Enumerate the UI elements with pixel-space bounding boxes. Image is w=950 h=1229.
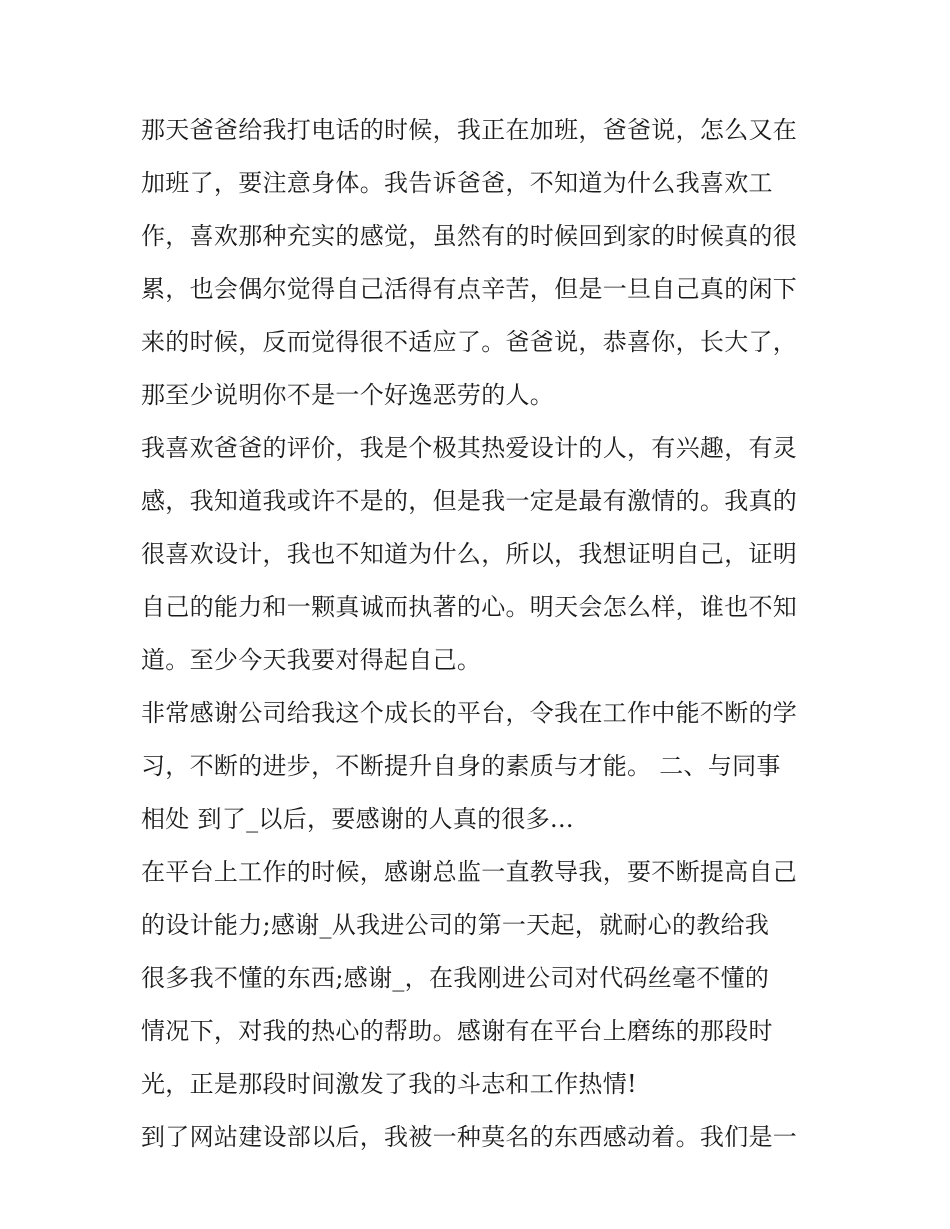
- text-line: 在平台上工作的时候，感谢总监一直教导我，要不断提高自己: [141, 858, 798, 886]
- text-line: 加班了，要注意身体。我告诉爸爸，不知道为什么我喜欢工: [141, 169, 773, 197]
- text-line: 累，也会偶尔觉得自己活得有点辛苦，但是一旦自己真的闲下: [141, 275, 798, 303]
- text-line: 光，正是那段时间激发了我的斗志和工作热情!: [141, 1070, 637, 1098]
- text-line: 到了网站建设部以后，我被一种莫名的东西感动着。我们是一: [141, 1123, 798, 1151]
- text-line: 很喜欢设计，我也不知道为什么，所以，我想证明自己，证明: [141, 540, 798, 568]
- text-line: 那至少说明你不是一个好逸恶劳的人。: [141, 381, 555, 409]
- text-line: 很多我不懂的东西;感谢_，在我刚进公司对代码丝毫不懂的: [141, 964, 770, 992]
- text-line: 那天爸爸给我打电话的时候，我正在加班，爸爸说，怎么又在: [141, 116, 798, 144]
- text-line: 我喜欢爸爸的评价，我是个极其热爱设计的人，有兴趣，有灵: [141, 434, 798, 462]
- text-line: 道。至少今天我要对得起自己。: [141, 646, 482, 674]
- text-line: 作，喜欢那种充实的感觉，虽然有的时候回到家的时候真的很: [141, 222, 798, 250]
- text-line: 情况下，对我的热心的帮助。感谢有在平台上磨练的那段时: [141, 1017, 773, 1045]
- text-line: 感，我知道我或许不是的，但是我一定是最有激情的。我真的: [141, 487, 798, 515]
- text-line: 的设计能力;感谢_从我进公司的第一天起，就耐心的教给我: [141, 911, 770, 939]
- text-line: 相处 到了_以后，要感谢的人真的很多...: [141, 805, 574, 833]
- text-line: 非常感谢公司给我这个成长的平台，令我在工作中能不断的学: [141, 699, 798, 727]
- text-line: 自己的能力和一颗真诚而执著的心。明天会怎么样，谁也不知: [141, 593, 798, 621]
- text-line: 习，不断的进步，不断提升自身的素质与才能。 二、与同事: [141, 752, 781, 780]
- text-line: 来的时候，反而觉得很不适应了。爸爸说，恭喜你，长大了，: [141, 328, 798, 356]
